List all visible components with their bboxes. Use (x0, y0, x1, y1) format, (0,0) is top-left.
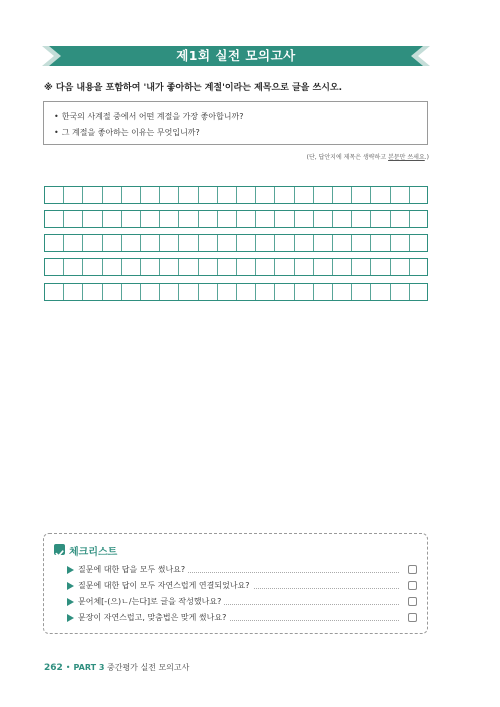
grid-cell[interactable] (178, 258, 197, 276)
grid-cell[interactable] (217, 258, 236, 276)
grid-cell[interactable] (63, 210, 82, 228)
grid-cell[interactable] (140, 186, 159, 204)
grid-cell[interactable] (255, 283, 274, 301)
bullet-dot: • (54, 128, 59, 137)
grid-cell[interactable] (313, 258, 332, 276)
grid-cell[interactable] (409, 234, 428, 252)
grid-cell[interactable] (178, 210, 197, 228)
grid-cell[interactable] (409, 283, 428, 301)
grid-cell[interactable] (294, 234, 313, 252)
grid-cell[interactable] (236, 283, 255, 301)
answer-note (307, 152, 429, 161)
grid-cell[interactable] (332, 283, 351, 301)
grid-cell[interactable] (82, 234, 101, 252)
checklist-item (67, 564, 417, 576)
grid-cell[interactable] (82, 258, 101, 276)
checklist-checkbox[interactable] (408, 565, 417, 574)
grid-cell[interactable] (198, 258, 217, 276)
footer-bullet: • (65, 663, 71, 672)
bullet-dot: • (54, 112, 59, 121)
grid-cell[interactable] (255, 186, 274, 204)
footer-section: 중간평가 실전 모의고사 (107, 663, 190, 672)
grid-cell[interactable] (44, 258, 63, 276)
grid-cell[interactable] (332, 210, 351, 228)
checklist-item-text: 질문에 대한 답을 모두 썼나요? (78, 564, 188, 575)
prompt-text: 한국의 사계절 중에서 어떤 계절을 가장 좋아합니까? (61, 112, 244, 121)
grid-cell[interactable] (390, 186, 409, 204)
grid-cell[interactable] (294, 258, 313, 276)
grid-cell[interactable] (159, 258, 178, 276)
checklist-item (67, 580, 417, 592)
grid-cell[interactable] (313, 283, 332, 301)
triangle-bullet-icon (67, 566, 74, 574)
grid-cell[interactable] (255, 234, 274, 252)
prompt-item (54, 111, 244, 122)
checklist-item-text: 문장이 자연스럽고, 맞춤법은 맞게 썼나요? (78, 612, 229, 623)
grid-cell[interactable] (178, 283, 197, 301)
grid-cell[interactable] (198, 283, 217, 301)
checklist-title: 체크리스트 (69, 547, 118, 558)
grid-cell[interactable] (351, 258, 370, 276)
grid-cell[interactable] (178, 234, 197, 252)
grid-cell[interactable] (159, 210, 178, 228)
grid-row (44, 210, 428, 228)
grid-cell[interactable] (313, 210, 332, 228)
triangle-bullet-icon (67, 614, 74, 622)
grid-cell[interactable] (121, 234, 140, 252)
checklist-item (67, 612, 417, 624)
triangle-bullet-icon (67, 582, 74, 590)
grid-cell[interactable] (390, 234, 409, 252)
section-banner (42, 46, 430, 66)
grid-cell[interactable] (274, 234, 293, 252)
checklist-item (67, 596, 417, 608)
prompt-text: 그 계절을 좋아하는 이유는 무엇입니까? (61, 128, 200, 137)
note-prefix: (단, 답안지에 제목은 생략하고 (306, 154, 389, 161)
checklist-item-text: 문어체[-(으)ㄴ/는다]로 글을 작성했나요? (78, 596, 224, 607)
grid-cell[interactable] (121, 210, 140, 228)
grid-cell[interactable] (159, 234, 178, 252)
grid-cell[interactable] (63, 258, 82, 276)
checklist-checkbox[interactable] (408, 597, 417, 606)
grid-cell[interactable] (121, 283, 140, 301)
grid-row (44, 186, 428, 204)
grid-cell[interactable] (409, 258, 428, 276)
grid-cell[interactable] (82, 283, 101, 301)
grid-cell[interactable] (351, 210, 370, 228)
grid-cell[interactable] (313, 234, 332, 252)
grid-cell[interactable] (82, 186, 101, 204)
grid-cell[interactable] (332, 234, 351, 252)
grid-cell[interactable] (140, 283, 159, 301)
checklist-item-text: 질문에 대한 답이 모두 자연스럽게 연결되었나요? (78, 580, 253, 591)
grid-cell[interactable] (217, 186, 236, 204)
grid-cell[interactable] (198, 234, 217, 252)
grid-cell[interactable] (44, 186, 63, 204)
grid-cell[interactable] (102, 210, 121, 228)
grid-cell[interactable] (313, 186, 332, 204)
grid-cell[interactable] (274, 258, 293, 276)
grid-cell[interactable] (140, 210, 159, 228)
checklist-checkbox[interactable] (408, 581, 417, 590)
grid-cell[interactable] (370, 258, 389, 276)
grid-cell[interactable] (102, 186, 121, 204)
grid-cell[interactable] (63, 186, 82, 204)
grid-cell[interactable] (351, 234, 370, 252)
grid-cell[interactable] (217, 283, 236, 301)
grid-cell[interactable] (274, 210, 293, 228)
grid-cell[interactable] (44, 283, 63, 301)
grid-cell[interactable] (390, 210, 409, 228)
grid-cell[interactable] (236, 234, 255, 252)
grid-cell[interactable] (140, 234, 159, 252)
grid-cell[interactable] (294, 210, 313, 228)
grid-cell[interactable] (236, 210, 255, 228)
triangle-bullet-icon (67, 598, 74, 606)
instruction-text: ※ 다음 내용을 포함하여 '내가 좋아하는 계절'이라는 제목으로 글을 쓰시오. (44, 83, 343, 93)
grid-cell[interactable] (121, 186, 140, 204)
page-title: 제1회 실전 모의고사 (176, 48, 296, 63)
grid-cell[interactable] (82, 210, 101, 228)
grid-cell[interactable] (294, 283, 313, 301)
grid-cell[interactable] (390, 258, 409, 276)
grid-cell[interactable] (178, 186, 197, 204)
grid-row (44, 283, 428, 301)
grid-cell[interactable] (370, 210, 389, 228)
grid-cell[interactable] (255, 210, 274, 228)
grid-cell[interactable] (140, 258, 159, 276)
grid-cell[interactable] (102, 234, 121, 252)
grid-cell[interactable] (236, 258, 255, 276)
grid-cell[interactable] (44, 234, 63, 252)
grid-cell[interactable] (351, 283, 370, 301)
grid-cell[interactable] (351, 186, 370, 204)
grid-cell[interactable] (370, 234, 389, 252)
grid-cell[interactable] (102, 283, 121, 301)
grid-cell[interactable] (198, 210, 217, 228)
grid-cell[interactable] (274, 186, 293, 204)
grid-cell[interactable] (370, 186, 389, 204)
checkmark-icon (54, 544, 65, 555)
grid-cell[interactable] (294, 186, 313, 204)
prompt-item (54, 127, 200, 138)
grid-cell[interactable] (159, 186, 178, 204)
checklist-checkbox[interactable] (408, 613, 417, 622)
grid-cell[interactable] (332, 186, 351, 204)
grid-cell[interactable] (255, 258, 274, 276)
grid-cell[interactable] (44, 210, 63, 228)
page-number: 262 (44, 663, 63, 673)
grid-cell[interactable] (63, 283, 82, 301)
page-footer (44, 662, 189, 673)
note-suffix: .) (424, 154, 429, 161)
note-underlined: 본문만 쓰세요 (388, 154, 425, 161)
grid-row (44, 258, 428, 276)
grid-cell[interactable] (159, 283, 178, 301)
grid-cell[interactable] (121, 258, 140, 276)
grid-cell[interactable] (236, 186, 255, 204)
grid-cell[interactable] (198, 186, 217, 204)
checklist-box (43, 533, 428, 634)
prompt-box (43, 101, 428, 145)
grid-cell[interactable] (63, 234, 82, 252)
grid-row (44, 234, 428, 252)
grid-cell[interactable] (102, 258, 121, 276)
grid-cell[interactable] (217, 234, 236, 252)
grid-cell[interactable] (274, 283, 293, 301)
grid-cell[interactable] (332, 258, 351, 276)
footer-part: PART 3 (73, 663, 105, 672)
grid-cell[interactable] (370, 283, 389, 301)
grid-cell[interactable] (390, 283, 409, 301)
grid-cell[interactable] (217, 210, 236, 228)
grid-cell[interactable] (409, 186, 428, 204)
grid-cell[interactable] (409, 210, 428, 228)
